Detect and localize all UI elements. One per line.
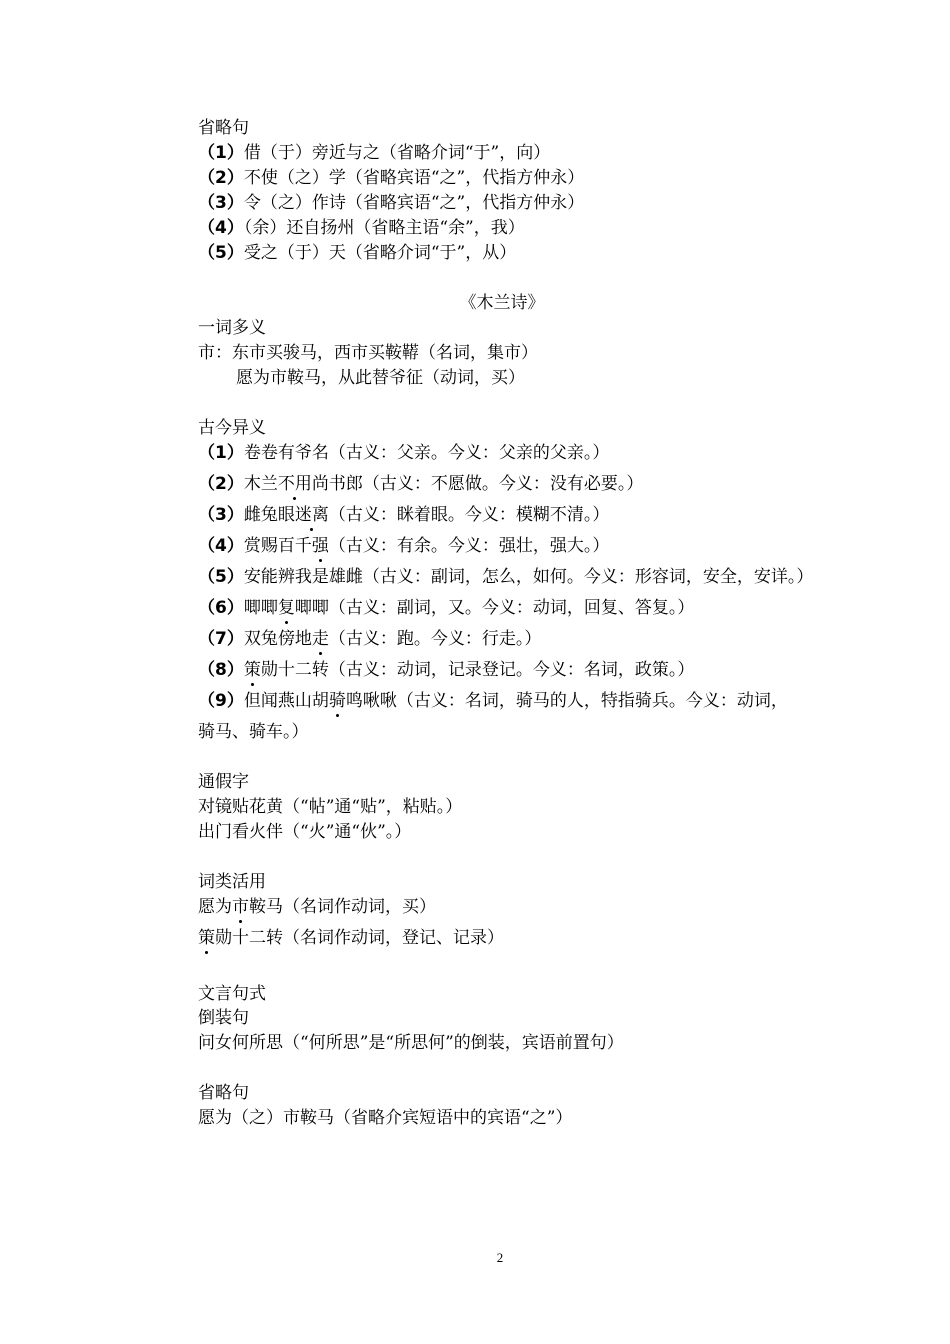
- item-text-pre: 双兔傍地: [243, 629, 312, 649]
- item-text-marked: 不用: [277, 474, 312, 494]
- line-text-post: 鞍马（名词作动词，买）: [249, 897, 436, 917]
- section-heading-ancient-modern: 古今异义: [198, 418, 266, 438]
- item-text: 令（之）作诗（省略宾语“之”，代指方仲永）: [243, 193, 585, 213]
- list-item: [198, 689, 788, 713]
- list-item: [198, 166, 584, 190]
- line-text-marked: 市: [232, 897, 249, 917]
- item-text-marked: 骑: [328, 691, 346, 711]
- conversion-line: [198, 926, 504, 950]
- conversion-line: [198, 895, 436, 919]
- text-title: 《木兰诗》: [459, 293, 545, 313]
- item-text-post: 勋十二转（古义：动词，记录登记。今义：名词，政策。）: [260, 660, 695, 680]
- item-text-post: 名（古义：父亲。今义：父亲的父亲。）: [311, 443, 610, 463]
- omission-line: 愿为（之）市鞍马（省略介宾短语中的宾语“之”）: [198, 1108, 573, 1128]
- list-item: [198, 565, 813, 589]
- list-item: [198, 627, 541, 651]
- list-item: [198, 596, 694, 620]
- list-item: [198, 241, 516, 265]
- list-item-continuation: 骑马、骑车。）: [198, 722, 309, 742]
- tongjia-line: 对镜贴花黄（“帖”通“贴”，粘贴。）: [198, 797, 463, 817]
- item-text-marked: 强: [311, 536, 329, 556]
- item-text-post: 唧唧（古义：副词，又。今义：动词，回复、答复。）: [294, 598, 695, 618]
- item-number: （8）: [198, 660, 244, 680]
- item-number: （3）: [198, 505, 244, 525]
- item-text-post: （古义：眯着眼。今义：模糊不清。）: [328, 505, 610, 525]
- list-item: [198, 472, 643, 496]
- item-text-pre: 木兰: [243, 474, 278, 494]
- item-text: （余）还自扬州（省略主语“余”，我）: [243, 218, 525, 238]
- item-number: （4）: [198, 536, 244, 556]
- item-text-pre: 但闻燕山胡: [243, 691, 329, 711]
- item-text-marked: 迷离: [294, 505, 329, 525]
- list-item: [198, 141, 550, 165]
- line-text-post: 勋十二转（名词作动词，登记、记录）: [215, 928, 504, 948]
- list-item: [198, 503, 609, 527]
- item-number: （2）: [198, 474, 244, 494]
- section-heading-tongjia: 通假字: [198, 772, 249, 792]
- section-heading-omission: 省略句: [198, 1083, 249, 1103]
- item-text-post: （古义：有余。今义：强壮，强大。）: [328, 536, 610, 556]
- subsection-heading-inversion: 倒装句: [198, 1008, 249, 1028]
- item-text: 不使（之）学（省略宾语“之”，代指方仲永）: [243, 168, 585, 188]
- item-number: （1）: [198, 443, 244, 463]
- item-text-pre: 唧唧: [243, 598, 278, 618]
- polysemy-line: 市：东市买骏马，西市买鞍鞯（名词，集市）: [198, 343, 538, 363]
- item-text-post: 尚书郎（古义：不愿做。今义：没有必要。）: [311, 474, 644, 494]
- section-heading-omission: 省略句: [198, 118, 249, 138]
- list-item: [198, 216, 525, 240]
- section-heading-conversion: 词类活用: [198, 872, 266, 892]
- item-number: （2）: [198, 168, 244, 188]
- item-text-pre: 赏赐百千: [243, 536, 312, 556]
- tongjia-line: 出门看火伴（“火”通“伙”。）: [198, 822, 412, 842]
- item-text-post: 鸣啾啾（古义：名词，骑马的人，特指骑兵。今义：动词，: [345, 691, 788, 711]
- line-text-pre: 愿为: [198, 897, 232, 917]
- syntax-line: 问女何所思（“何所思”是“所思何”的倒装，宾语前置句）: [198, 1033, 624, 1053]
- item-text-marked: 策: [243, 660, 261, 680]
- list-item: [198, 534, 609, 558]
- section-heading-polysemy: 一词多义: [198, 318, 266, 338]
- page-number: 2: [496, 1250, 504, 1265]
- list-item: [198, 191, 584, 215]
- line-text-marked: 策: [198, 928, 215, 948]
- item-text: 借（于）旁近与之（省略介词“于”，向）: [243, 143, 551, 163]
- item-number: （4）: [198, 218, 244, 238]
- list-item: [198, 441, 609, 465]
- section-heading-syntax: 文言句式: [198, 984, 266, 1004]
- polysemy-line: 愿为市鞍马，从此替爷征（动词，买）: [236, 368, 525, 388]
- item-number: （3）: [198, 193, 244, 213]
- item-number: （7）: [198, 629, 244, 649]
- item-number: （9）: [198, 691, 244, 711]
- item-number: （6）: [198, 598, 244, 618]
- item-text-pre: 安能辨我是雄雌（古义：副词，怎么，如何。今义：形容词，安全，安详。）: [243, 567, 814, 587]
- item-text-marked: 复: [277, 598, 295, 618]
- list-item: [198, 658, 694, 682]
- item-text: 受之（于）天（省略介词“于”，从）: [243, 243, 517, 263]
- item-text-pre: 卷卷有: [243, 443, 295, 463]
- item-text-marked: 爷: [294, 443, 312, 463]
- item-number: （1）: [198, 143, 244, 163]
- item-number: （5）: [198, 567, 244, 587]
- item-text-pre: 雌兔眼: [243, 505, 295, 525]
- item-text-post: （古义：跑。今义：行走。）: [328, 629, 542, 649]
- item-number: （5）: [198, 243, 244, 263]
- item-text-marked: 走: [311, 629, 329, 649]
